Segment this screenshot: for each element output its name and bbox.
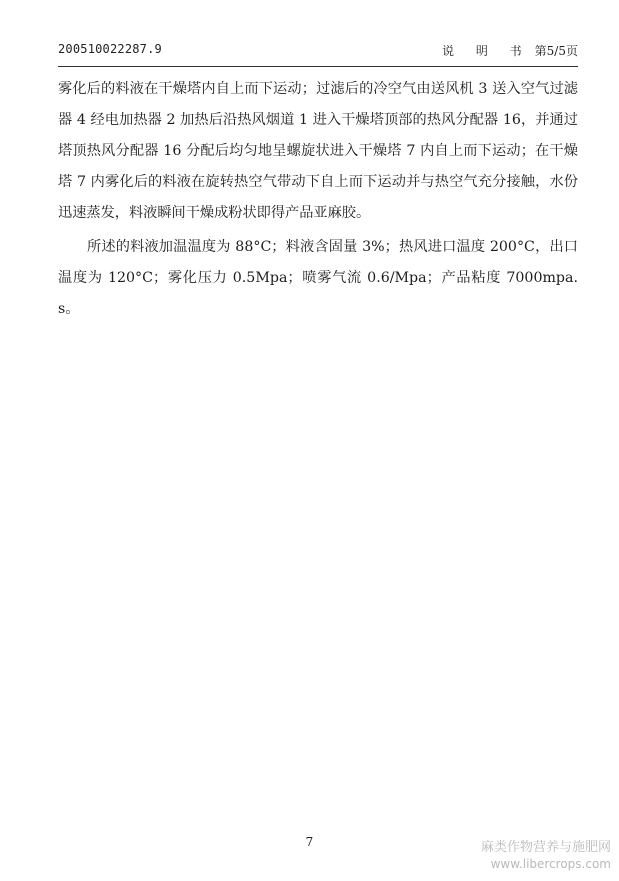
watermark (481, 839, 611, 873)
document-body (58, 74, 578, 325)
page-header (58, 38, 578, 60)
watermark-url: www.libercrops.com (490, 857, 611, 871)
header-divider (58, 66, 578, 67)
paragraph-2: 所述的料液加温温度为 88°C；料液含固量 3%；热风进口温度 200°C，出口温度为 120°C；雾化压力 0.5Mpa；喷雾气流 0.6/Mpa；产品粘度 7000mpa.s。 (58, 239, 578, 317)
page-number: 7 (305, 835, 314, 849)
header-right (442, 42, 578, 59)
application-number: 200510022287.9 (58, 42, 162, 56)
page-info: 第5/5页 (534, 44, 578, 58)
section-title: 说 明 书 (442, 44, 531, 58)
paragraph-1: 雾化后的料液在干燥塔内自上而下运动；过滤后的冷空气由送风机 3 送入空气过滤器 4 经电加热器 2 加热后沿热风烟道 1 进入干燥塔顶部的热风分配器 16，并通过塔顶热风分配器 16 分配后均匀地呈螺旋状进入干燥塔 7 内自上而下运动；在干燥塔 7 内雾化后的料液在旋转热空气带动下自上而下运动并与热空气充分接触，水份迅速蒸发，料液瞬间干燥成粉状即得产品亚麻胶。 (58, 81, 578, 221)
watermark-text: 麻类作物营养与施肥网 (480, 840, 611, 855)
